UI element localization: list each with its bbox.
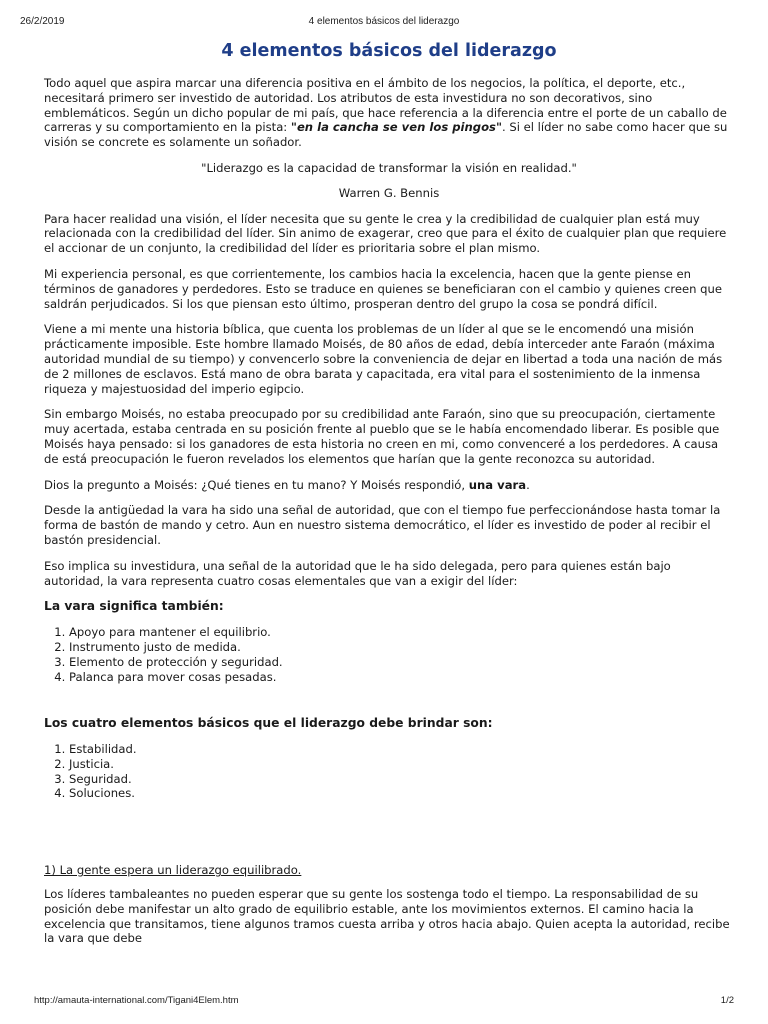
paragraph-investiture: Eso implica su investidura, una señal de la autoridad que le ha sido delegada, pero para quienes están bajo autoridad, la vara representa cuatro cosas elementales que van a exigir del líder: [44,558,671,588]
question-answer: una vara [468,477,527,492]
paragraph-moses-concern: Sin embargo Moisés, no estaba preocupado por su credibilidad ante Faraón, sino que su preocupación, ciertamente muy acertada, estaba centrada en su posición frente al pueblo que se le había encomendado liberar. Es posible que Moisés haya pensado: si los ganadores de esta historia no creen en mi, como convenceré a los perdedores. A causa de está preocupación le fueron revelados los elementos que harían que la gente reconozca su autoridad. [44,407,720,466]
intro-text: Todo aquel que aspira marcar una diferencia positiva en el ámbito de los negocios, la política, el deporte, etc., necesitará primero ser investido de autoridad. Los atributos de esta investidura no son decorativos, sino emblemáticos. Según un dicho popular de mi país, que hace referencia a la diferencia entre el porte de un caballo de carreras y su comportamiento en la pista: [44,76,727,135]
quote-author: Warren G. Bennis [338,185,440,200]
list-item: 3. Seguridad. [69,772,734,787]
vara-heading: La vara significa también: [44,599,224,614]
paragraph-authority-sign: Desde la antigüedad la vara ha sido una señal de autoridad, que con el tiempo fue perfeccionándose hasta tomar la forma de bastón de mando y cetro. Aun en nuestro sistema democrático, el líder es investido de poder al recibir el bastón presidencial. [44,503,721,547]
paragraph-credibility: Para hacer realidad una visión, el líder necesita que su gente le crea y la credibilidad de cualquier plan está muy relacionada con la credibilidad del líder. Sin animo de exagerar, creo que para el éxito de cualquier plan que requiere el accionar de un conjunto, la credibilidad del líder es prioritaria sobre el plan mismo. [44,211,727,256]
intro-paragraph [44,76,734,150]
question-text: Dios la pregunto a Moisés: ¿Qué tienes en tu mano? Y Moisés respondió, [44,477,469,492]
elements-heading: Los cuatro elementos básicos que el liderazgo debe brindar son: [44,716,493,731]
paragraph-balanced-leadership: Los líderes tambaleantes no pueden esperar que su gente los sostenga todo el tiempo. La responsabilidad de su posición debe manifestar un alto grado de equilibrio estable, ante los movimientos externos. El camino hacia la excelencia que transitamos, tiene algunos tramos cuesta arriba y otros hacia abajo. Quien acepta la autoridad, recibe la vara que debe [44,887,730,946]
page-number: 1/2 [720,995,734,1006]
article-body [44,40,734,957]
vara-list [44,625,734,684]
paragraph-biblical-story: Viene a mi mente una historia bíblica, que cuenta los problemas de un líder al que se le encomendó una misión prácticamente imposible. Este hombre llamado Moisés, de 80 años de edad, debía interceder ante Faraón (máxima autoridad mundial de su tiempo) y convencerlo sobre la conveniencia de dejar en libertad a toda una nación de más de 2 millones de esclavos. Está mano de obra barata y capacitada, era vital para el sostenimiento de la inmensa riqueza y majestuosidad del imperio egipcio. [44,322,723,396]
print-footer [34,995,734,1007]
intro-text-end: . Si el líder no sabe como hacer que su visión se concrete es solamente un soñador. [44,120,728,150]
list-item: 1. Apoyo para mantener el equilibrio. [69,625,734,640]
subsection-heading: 1) La gente espera un liderazgo equilibrado. [44,863,302,878]
quote: "Liderazgo es la capacidad de transformar la visión en realidad." [201,160,577,175]
list-item: 2. Instrumento justo de medida. [69,640,734,655]
paragraph-experience: Mi experiencia personal, es que corrientemente, los cambios hacia la excelencia, hacen que la gente piense en términos de ganadores y perdedores. Esto se traduce en quienes se beneficiaran con el cambio y quienes creen que saldrán perjudicados. Si los que piensan esto último, prosperan dentro del grupo la cosa se pondrá difícil. [44,266,722,311]
print-page-title: 4 elementos básicos del liderazgo [308,16,460,27]
list-item: 4. Soluciones. [69,786,734,801]
source-url: http://amauta-international.com/Tigani4Elem.htm [34,995,239,1006]
list-item: 3. Elemento de protección y seguridad. [69,655,734,670]
print-date: 26/2/2019 [20,16,65,27]
print-header [20,16,748,30]
paragraph-question [44,478,734,493]
elements-list [44,742,734,801]
list-item: 1. Estabilidad. [69,742,734,757]
intro-saying: "en la cancha se ven los pingos" [290,120,502,135]
article-title: 4 elementos básicos del liderazgo [221,41,557,61]
question-end: . [526,477,530,492]
list-item: 2. Justicia. [69,757,734,772]
list-item: 4. Palanca para mover cosas pesadas. [69,670,734,685]
